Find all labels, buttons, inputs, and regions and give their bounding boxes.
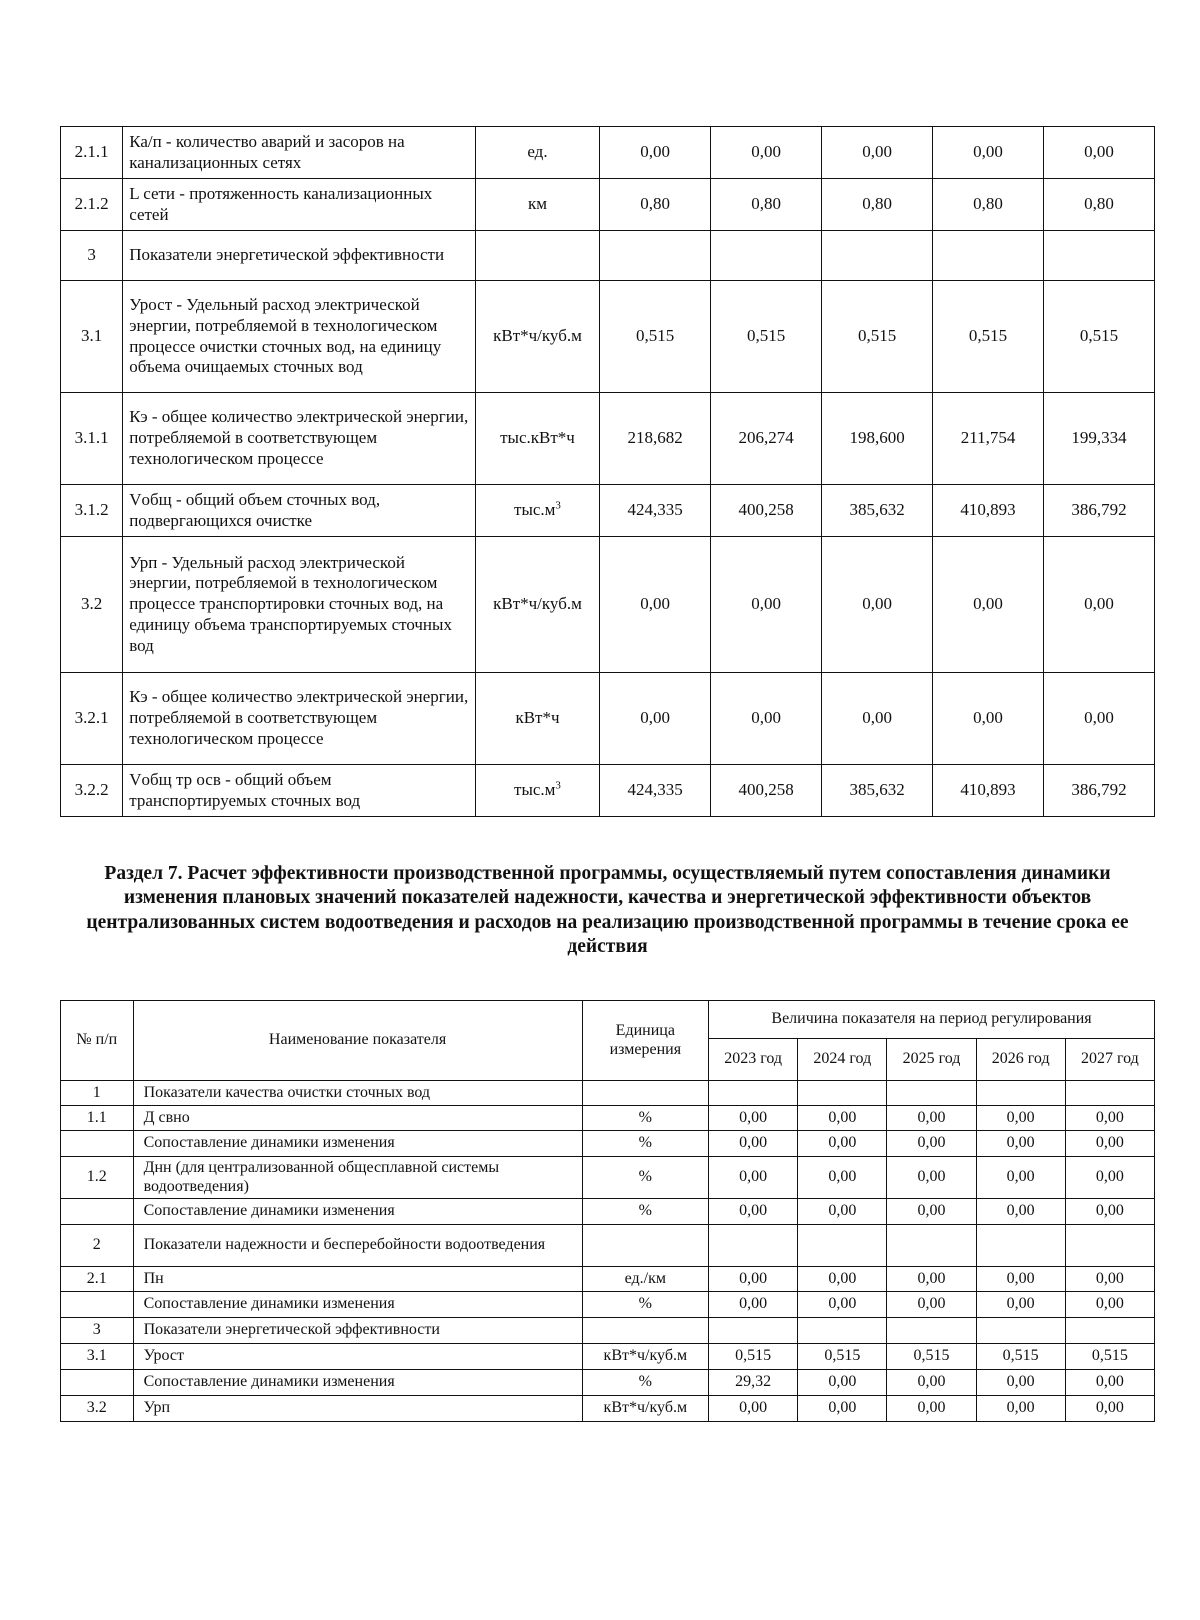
- value-cell: 400,258: [711, 765, 822, 817]
- indicators-table-continued: [60, 126, 1155, 817]
- value-cell: 0,00: [798, 1267, 887, 1292]
- value-cell: [798, 1225, 887, 1267]
- value-cell: 0,00: [709, 1199, 798, 1225]
- value-cell: 0,00: [887, 1396, 976, 1422]
- unit-cell: [582, 1225, 709, 1267]
- value-cell: 0,00: [1044, 127, 1155, 179]
- value-cell: [976, 1225, 1065, 1267]
- value-cell: 0,00: [1065, 1292, 1154, 1318]
- value-cell: 0,00: [887, 1131, 976, 1157]
- header-year: 2027 год: [1065, 1039, 1154, 1081]
- row-number: 3.2.2: [61, 765, 123, 817]
- value-cell: 0,00: [822, 537, 933, 673]
- value-cell: 0,00: [709, 1157, 798, 1199]
- efficiency-table-body: [61, 1081, 1155, 1422]
- unit-cell: %: [582, 1199, 709, 1225]
- table-row: [61, 1292, 1155, 1318]
- unit-cell: %: [582, 1292, 709, 1318]
- value-cell: 386,792: [1044, 765, 1155, 817]
- indicators-table-body: [61, 127, 1155, 817]
- unit-text: ед.: [527, 142, 548, 162]
- table-row: [61, 1081, 1155, 1106]
- indicator-name: L сети - протяженность канализационных сетей: [123, 179, 476, 231]
- unit-cell: [475, 393, 599, 485]
- indicator-name: Сопоставление динамики изменения: [133, 1370, 582, 1396]
- table-row: [61, 231, 1155, 281]
- table-row: [61, 1370, 1155, 1396]
- value-cell: [933, 231, 1044, 281]
- value-cell: 410,893: [933, 765, 1044, 817]
- indicator-name: Пн: [133, 1267, 582, 1292]
- value-cell: 0,00: [1065, 1267, 1154, 1292]
- unit-cell: ед./км: [582, 1267, 709, 1292]
- value-cell: 0,00: [600, 127, 711, 179]
- row-number: [61, 1131, 134, 1157]
- efficiency-table: [60, 1000, 1155, 1422]
- indicator-name: Урост: [133, 1344, 582, 1370]
- value-cell: 0,515: [933, 281, 1044, 393]
- value-cell: 0,00: [600, 673, 711, 765]
- value-cell: 385,632: [822, 485, 933, 537]
- value-cell: [709, 1225, 798, 1267]
- value-cell: 0,80: [822, 179, 933, 231]
- value-cell: [798, 1081, 887, 1106]
- header-num: № п/п: [61, 1001, 134, 1081]
- table-row: [61, 127, 1155, 179]
- indicator-name: Сопоставление динамики изменения: [133, 1292, 582, 1318]
- row-number: 3.1.1: [61, 393, 123, 485]
- unit-cell: %: [582, 1131, 709, 1157]
- indicator-name: Показатели качества очистки сточных вод: [133, 1081, 582, 1106]
- value-cell: 0,00: [887, 1267, 976, 1292]
- header-year: 2023 год: [709, 1039, 798, 1081]
- value-cell: 0,515: [798, 1344, 887, 1370]
- value-cell: 0,00: [976, 1199, 1065, 1225]
- value-cell: 0,515: [1065, 1344, 1154, 1370]
- row-number: [61, 1370, 134, 1396]
- value-cell: 0,00: [709, 1131, 798, 1157]
- table-row: [61, 1131, 1155, 1157]
- table-row: [61, 1396, 1155, 1422]
- value-cell: 0,515: [976, 1344, 1065, 1370]
- unit-cell: кВт*ч/куб.м: [582, 1344, 709, 1370]
- value-cell: 218,682: [600, 393, 711, 485]
- header-name: Наименование показателя: [133, 1001, 582, 1081]
- unit-superscript: 3: [555, 779, 561, 792]
- unit-cell: [475, 281, 599, 393]
- value-cell: 0,00: [600, 537, 711, 673]
- table-row: [61, 765, 1155, 817]
- section-title: Раздел 7. Расчет эффективности производственной программы, осуществляемый путем сопоставления динамики изменения плановых значений показателей надежности, качества и энергетической эффективности объектов централизованных систем водоотведения и расходов на реализацию производственной программы в течение срока ее действия: [86, 863, 1129, 958]
- row-number: 3.1.2: [61, 485, 123, 537]
- indicator-name: Урост - Удельный расход электрической энергии, потребляемой в технологическом процессе очистки сточных вод, на единицу объема очищаемых сточных вод: [123, 281, 476, 393]
- table-row: [61, 281, 1155, 393]
- value-cell: 0,00: [711, 537, 822, 673]
- value-cell: 0,00: [1065, 1370, 1154, 1396]
- unit-cell: [582, 1318, 709, 1344]
- value-cell: [976, 1081, 1065, 1106]
- row-number: 3.2: [61, 537, 123, 673]
- value-cell: 0,00: [798, 1199, 887, 1225]
- value-cell: 0,00: [798, 1106, 887, 1131]
- table-row: [61, 1344, 1155, 1370]
- value-cell: 0,515: [887, 1344, 976, 1370]
- value-cell: 198,600: [822, 393, 933, 485]
- table-row: [61, 179, 1155, 231]
- value-cell: 0,80: [600, 179, 711, 231]
- row-number: 3.2: [61, 1396, 134, 1422]
- unit-cell: [582, 1081, 709, 1106]
- unit-cell: %: [582, 1106, 709, 1131]
- indicator-name: Кэ - общее количество электрической энергии, потребляемой в соответствующем технологическом процессе: [123, 673, 476, 765]
- row-number: 1.1: [61, 1106, 134, 1131]
- row-number: 3: [61, 1318, 134, 1344]
- table-row: [61, 393, 1155, 485]
- value-cell: 0,00: [798, 1396, 887, 1422]
- value-cell: 0,80: [1044, 179, 1155, 231]
- unit-cell: [475, 673, 599, 765]
- value-cell: 0,00: [887, 1292, 976, 1318]
- value-cell: 0,80: [711, 179, 822, 231]
- value-cell: 0,00: [1065, 1106, 1154, 1131]
- value-cell: 0,00: [976, 1131, 1065, 1157]
- indicator-name: Сопоставление динамики изменения: [133, 1199, 582, 1225]
- indicator-name: Показатели энергетической эффективности: [133, 1318, 582, 1344]
- value-cell: 0,00: [1065, 1199, 1154, 1225]
- row-number: 3.2.1: [61, 673, 123, 765]
- row-number: 3: [61, 231, 123, 281]
- value-cell: 0,00: [887, 1370, 976, 1396]
- value-cell: 0,00: [887, 1157, 976, 1199]
- indicator-name: Д свно: [133, 1106, 582, 1131]
- table-row: [61, 1225, 1155, 1267]
- unit-cell: [475, 765, 599, 817]
- value-cell: [887, 1081, 976, 1106]
- row-number: 2.1.2: [61, 179, 123, 231]
- value-cell: 0,00: [976, 1267, 1065, 1292]
- unit-cell: [475, 537, 599, 673]
- indicator-name: Сопоставление динамики изменения: [133, 1131, 582, 1157]
- efficiency-table-header: [61, 1001, 1155, 1081]
- indicator-name: Кэ - общее количество электрической энергии, потребляемой в соответствующем технологическом процессе: [123, 393, 476, 485]
- unit-cell: [475, 179, 599, 231]
- row-number: 1: [61, 1081, 134, 1106]
- value-cell: [1065, 1225, 1154, 1267]
- value-cell: 211,754: [933, 393, 1044, 485]
- value-cell: [1044, 231, 1155, 281]
- table-row: [61, 673, 1155, 765]
- table-row: [61, 1106, 1155, 1131]
- value-cell: 385,632: [822, 765, 933, 817]
- table-row: [61, 1318, 1155, 1344]
- value-cell: 0,00: [1065, 1396, 1154, 1422]
- value-cell: [887, 1318, 976, 1344]
- value-cell: [600, 231, 711, 281]
- value-cell: 410,893: [933, 485, 1044, 537]
- value-cell: 0,00: [933, 537, 1044, 673]
- value-cell: 424,335: [600, 765, 711, 817]
- value-cell: [976, 1318, 1065, 1344]
- value-cell: 424,335: [600, 485, 711, 537]
- table-row: [61, 1267, 1155, 1292]
- indicator-name: Урп - Удельный расход электрической энергии, потребляемой в технологическом процессе транспортировки сточных вод, на единицу объема транспортируемых сточных вод: [123, 537, 476, 673]
- value-cell: 0,00: [798, 1370, 887, 1396]
- value-cell: 0,00: [798, 1292, 887, 1318]
- value-cell: 0,00: [976, 1370, 1065, 1396]
- unit-text: км: [527, 194, 547, 214]
- indicator-name: Vобщ тр осв - общий объем транспортируемых сточных вод: [123, 765, 476, 817]
- value-cell: [798, 1318, 887, 1344]
- unit-text: кВт*ч/куб.м: [493, 594, 582, 614]
- unit-cell: [475, 231, 599, 281]
- value-cell: 0,00: [709, 1267, 798, 1292]
- header-year: 2024 год: [798, 1039, 887, 1081]
- value-cell: 0,00: [933, 127, 1044, 179]
- value-cell: 0,00: [1065, 1157, 1154, 1199]
- unit-text: тыс.кВт*ч: [500, 428, 575, 448]
- table-row: [61, 485, 1155, 537]
- value-cell: 0,00: [1044, 537, 1155, 673]
- value-cell: [709, 1081, 798, 1106]
- value-cell: 0,00: [976, 1157, 1065, 1199]
- value-cell: 0,00: [1065, 1131, 1154, 1157]
- indicator-name: Днн (для централизованной общесплавной системы водоотведения): [133, 1157, 582, 1199]
- value-cell: 386,792: [1044, 485, 1155, 537]
- value-cell: 0,515: [711, 281, 822, 393]
- value-cell: 206,274: [711, 393, 822, 485]
- header-year: 2026 год: [976, 1039, 1065, 1081]
- indicator-name: Ка/п - количество аварий и засоров на канализационных сетях: [123, 127, 476, 179]
- value-cell: 0,00: [711, 673, 822, 765]
- unit-text: кВт*ч: [515, 708, 560, 728]
- row-number: 3.1: [61, 1344, 134, 1370]
- unit-cell: [475, 127, 599, 179]
- indicator-name: Урп: [133, 1396, 582, 1422]
- unit-superscript: 3: [555, 499, 561, 512]
- row-number: 2.1.1: [61, 127, 123, 179]
- value-cell: 0,00: [798, 1131, 887, 1157]
- value-cell: 0,00: [933, 673, 1044, 765]
- row-number: 3.1: [61, 281, 123, 393]
- indicator-name: Показатели энергетической эффективности: [123, 231, 476, 281]
- value-cell: 0,00: [711, 127, 822, 179]
- value-cell: 0,80: [933, 179, 1044, 231]
- unit-text: тыс.м: [514, 500, 556, 520]
- row-number: 2: [61, 1225, 134, 1267]
- table-row: [61, 537, 1155, 673]
- value-cell: 199,334: [1044, 393, 1155, 485]
- value-cell: 0,00: [822, 127, 933, 179]
- header-period: Величина показателя на период регулирования: [709, 1001, 1155, 1039]
- row-number: 1.2: [61, 1157, 134, 1199]
- table-row: [61, 1157, 1155, 1199]
- header-unit: Единица измерения: [582, 1001, 709, 1081]
- indicator-name: Показатели надежности и бесперебойности водоотведения: [133, 1225, 582, 1267]
- value-cell: 29,32: [709, 1370, 798, 1396]
- value-cell: 0,515: [709, 1344, 798, 1370]
- value-cell: [711, 231, 822, 281]
- row-number: [61, 1292, 134, 1318]
- unit-cell: кВт*ч/куб.м: [582, 1396, 709, 1422]
- value-cell: 0,00: [709, 1292, 798, 1318]
- unit-text: кВт*ч/куб.м: [493, 326, 582, 346]
- value-cell: 0,00: [976, 1396, 1065, 1422]
- value-cell: 0,515: [1044, 281, 1155, 393]
- value-cell: 0,00: [709, 1106, 798, 1131]
- value-cell: [1065, 1318, 1154, 1344]
- value-cell: 0,00: [976, 1292, 1065, 1318]
- unit-text: тыс.м: [514, 780, 556, 800]
- value-cell: 0,00: [1044, 673, 1155, 765]
- header-year: 2025 год: [887, 1039, 976, 1081]
- unit-cell: %: [582, 1370, 709, 1396]
- value-cell: 400,258: [711, 485, 822, 537]
- table-row: [61, 1199, 1155, 1225]
- value-cell: [709, 1318, 798, 1344]
- value-cell: 0,00: [887, 1199, 976, 1225]
- value-cell: 0,00: [822, 673, 933, 765]
- row-number: 2.1: [61, 1267, 134, 1292]
- value-cell: 0,00: [887, 1106, 976, 1131]
- value-cell: 0,00: [709, 1396, 798, 1422]
- value-cell: 0,515: [600, 281, 711, 393]
- indicator-name: Vобщ - общий объем сточных вод, подвергающихся очистке: [123, 485, 476, 537]
- value-cell: [822, 231, 933, 281]
- row-number: [61, 1199, 134, 1225]
- value-cell: 0,00: [976, 1106, 1065, 1131]
- value-cell: [887, 1225, 976, 1267]
- value-cell: 0,00: [798, 1157, 887, 1199]
- value-cell: 0,515: [822, 281, 933, 393]
- value-cell: [1065, 1081, 1154, 1106]
- unit-cell: [475, 485, 599, 537]
- unit-cell: %: [582, 1157, 709, 1199]
